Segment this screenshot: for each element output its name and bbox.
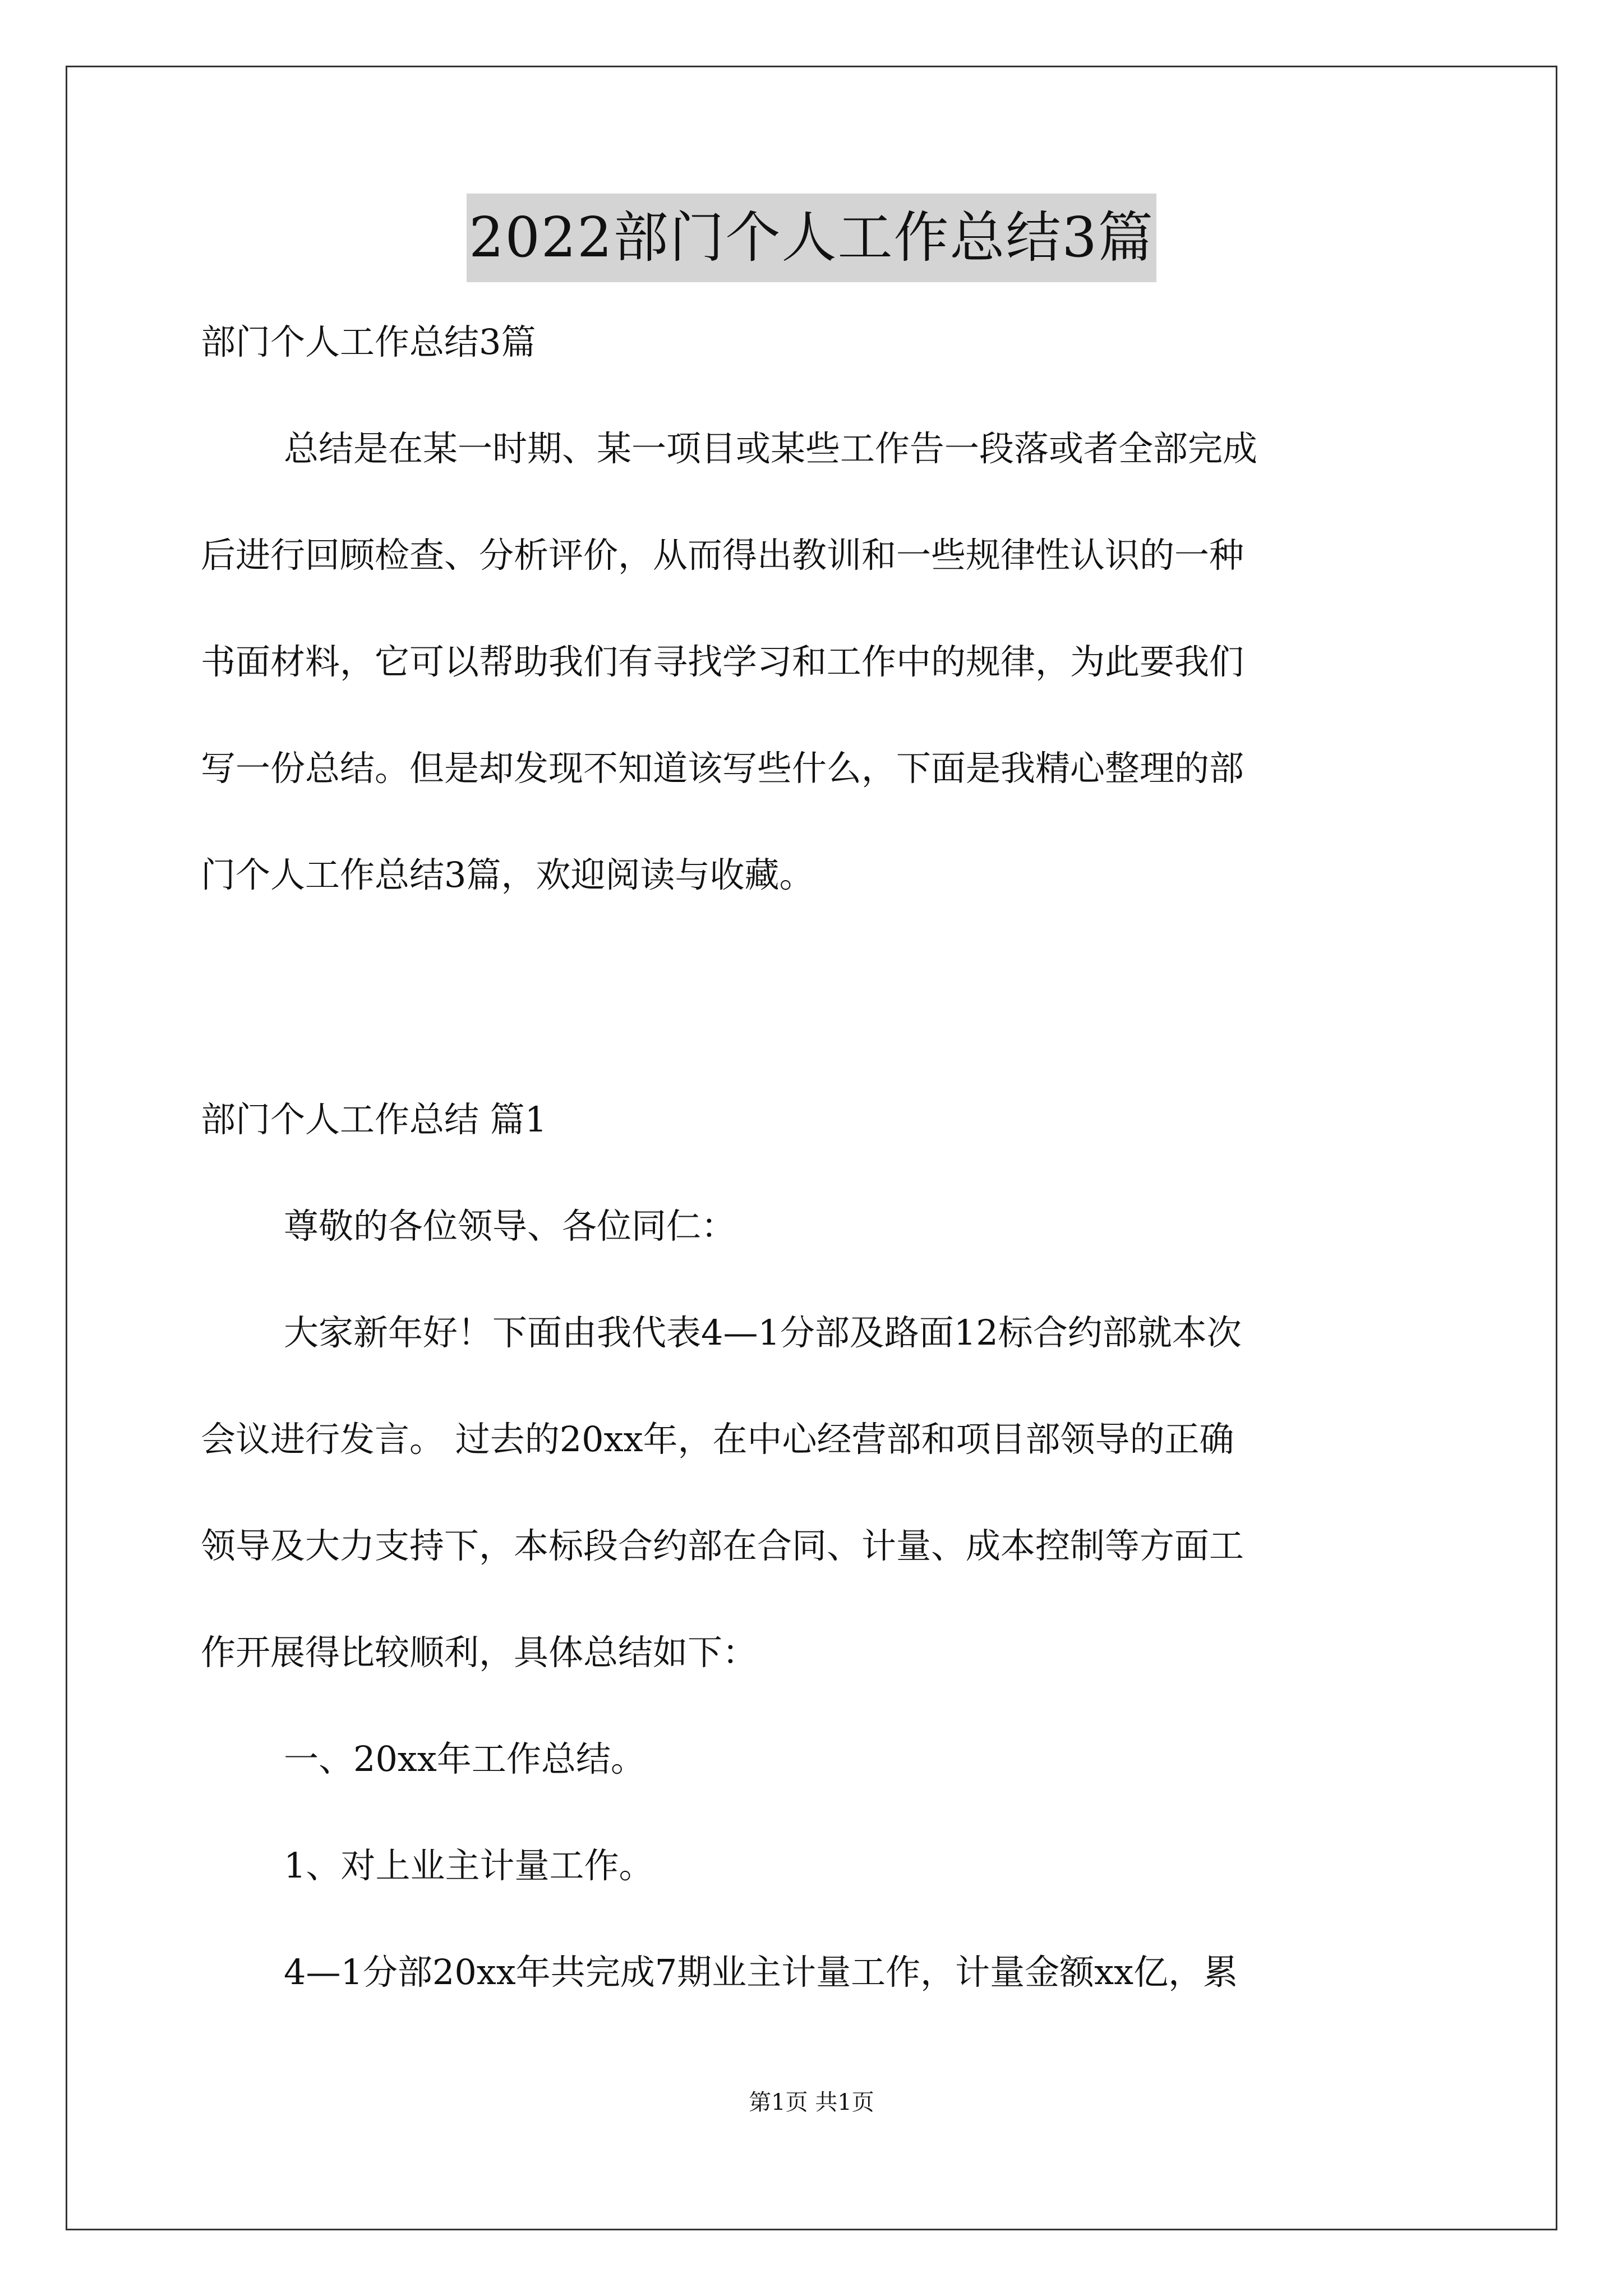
greeting: 尊敬的各位领导、各位同仁： [284, 1205, 736, 1246]
intro-line-1: 总结是在某一时期、某一项目或某些工作告一段落或者全部完成 [284, 428, 1258, 469]
intro-line-2: 后进行回顾检查、分析评价，从而得出教训和一些规律性认识的一种 [201, 535, 1244, 576]
page-border [66, 66, 1557, 2230]
body-line-3: 领导及大力支持下，本标段合约部在合同、计量、成本控制等方面工 [201, 1525, 1244, 1566]
body-line-4: 作开展得比较顺利，具体总结如下： [201, 1632, 758, 1673]
document-subtitle: 部门个人工作总结3篇 [201, 321, 536, 362]
point-heading: 一、20xx年工作总结。 [284, 1738, 645, 1779]
document-title: 2022部门个人工作总结3篇 [467, 194, 1156, 282]
last-line: 4—1分部20xx年共完成7期业主计量工作，计量金额xx亿，累 [284, 1952, 1238, 1993]
page-footer: 第1页 共1页 [749, 2090, 874, 2115]
section-1-heading: 部门个人工作总结 篇1 [201, 1099, 547, 1140]
intro-line-4: 写一份总结。但是却发现不知道该写些什么，下面是我精心整理的部 [201, 748, 1244, 789]
body-line-2: 会议进行发言。 过去的20xx年，在中心经营部和项目部领导的正确 [201, 1419, 1234, 1460]
intro-line-3: 书面材料，它可以帮助我们有寻找学习和工作中的规律，为此要我们 [201, 641, 1244, 682]
title-wrap [0, 194, 1623, 282]
intro-line-5: 门个人工作总结3篇，欢迎阅读与收藏。 [201, 854, 814, 895]
sub-point: 1、对上业主计量工作。 [284, 1845, 654, 1886]
body-line-1: 大家新年好！下面由我代表4—1分部及路面12标合约部就本次 [284, 1312, 1242, 1353]
